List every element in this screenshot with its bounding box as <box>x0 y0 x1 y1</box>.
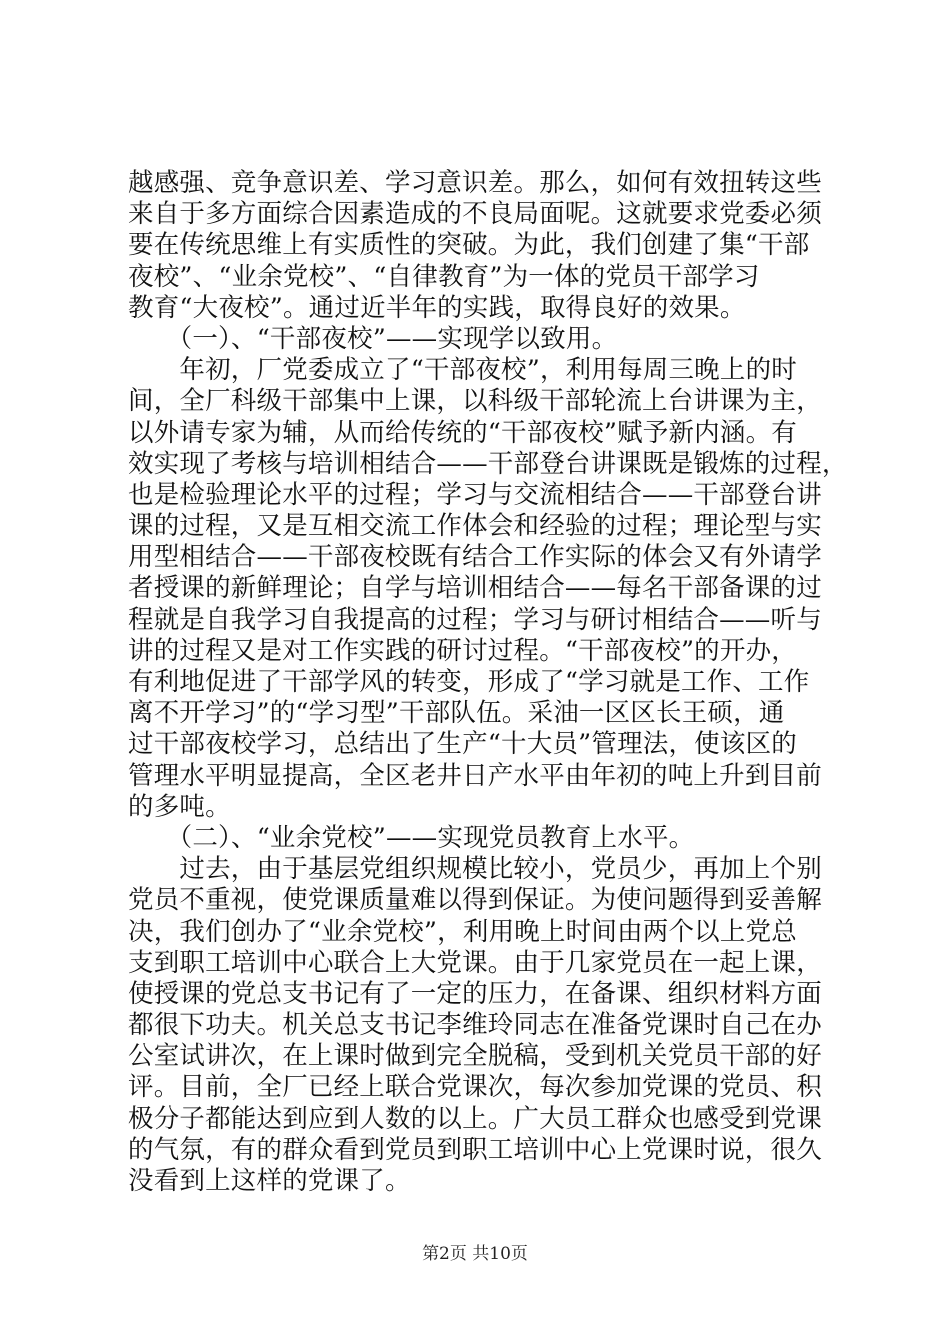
body-line: 年初，厂党委成立了“干部夜校”，利用每周三晚上的时 <box>128 355 797 386</box>
body-line: 支到职工培训中心联合上大党课。由于几家党员在一起上课， <box>128 947 822 978</box>
body-line: 以外请专家为辅，从而给传统的“干部夜校”赋予新内涵。有 <box>128 417 797 448</box>
body-line: 讲的过程又是对工作实践的研讨过程。“干部夜校”的开办， <box>128 635 797 666</box>
body-line: 效实现了考核与培训相结合——干部登台讲课既是锻炼的过程， <box>128 448 848 479</box>
body-line: 来自于多方面综合因素造成的不良局面呢。这就要求党委必须 <box>128 199 822 230</box>
body-line: 越感强、竞争意识差、学习意识差。那么，如何有效扭转这些 <box>128 168 822 198</box>
body-line: 决，我们创办了“业余党校”，利用晚上时间由两个以上党总 <box>128 916 797 947</box>
body-line: 没看到上这样的党课了。 <box>128 1166 411 1196</box>
body-line: 教育“大夜校”。通过近半年的实践，取得良好的效果。 <box>128 292 746 323</box>
body-line: 用型相结合——干部夜校既有结合工作实际的体会又有外请学 <box>128 542 822 573</box>
body-line: 过干部夜校学习，总结出了生产“十大员”管理法，使该区的 <box>128 729 797 760</box>
body-line: 管理水平明显提高，全区老井日产水平由年初的吨上升到目前 <box>128 760 822 791</box>
body-line: 夜校”、“业余党校”、“自律教育”为一体的党员干部学习 <box>128 261 760 292</box>
body-line: 使授课的党总支书记有了一定的压力，在备课、组织材料方面 <box>128 978 822 1009</box>
section-heading: （二）、“业余党校”——实现党员教育上水平。 <box>128 822 695 853</box>
body-line: 公室试讲次，在上课时做到完全脱稿，受到机关党员干部的好 <box>128 1041 822 1072</box>
body-line: 也是检验理论水平的过程；学习与交流相结合——干部登台讲 <box>128 479 822 510</box>
body-line: 课的过程，又是互相交流工作体会和经验的过程；理论型与实 <box>128 511 822 542</box>
body-line: 党员不重视，使党课质量难以得到保证。为使问题得到妥善解 <box>128 885 822 916</box>
body-line: 有利地促进了干部学风的转变，形成了“学习就是工作、工作 <box>128 667 810 697</box>
body-line: 过去，由于基层党组织规模比较小，党员少，再加上个别 <box>128 854 822 885</box>
body-line: 者授课的新鲜理论；自学与培训相结合——每名干部备课的过 <box>128 573 822 604</box>
section-heading: （一）、“干部夜校”——实现学以致用。 <box>128 323 618 354</box>
document-body <box>128 168 848 1197</box>
body-line: 程就是自我学习自我提高的过程；学习与研讨相结合——听与 <box>128 604 822 635</box>
body-line: 的多吨。 <box>128 791 231 822</box>
body-line: 要在传统思维上有实质性的突破。为此，我们创建了集“干部 <box>128 230 810 261</box>
page-number-footer: 第2页 共10页 <box>422 1244 528 1264</box>
body-line: 的气氛，有的群众看到党员到职工培训中心上党课时说，很久 <box>128 1134 822 1165</box>
body-line: 离不开学习”的“学习型”干部队伍。采油一区区长王硕，通 <box>128 698 785 729</box>
body-line: 评。目前，全厂已经上联合党课次，每次参加党课的党员、积 <box>128 1072 822 1103</box>
body-line: 都很下功夫。机关总支书记李维玲同志在准备党课时自己在办 <box>128 1010 822 1041</box>
body-line: 极分子都能达到应到人数的以上。广大员工群众也感受到党课 <box>128 1103 822 1134</box>
body-line: 间，全厂科级干部集中上课，以科级干部轮流上台讲课为主， <box>128 386 822 417</box>
